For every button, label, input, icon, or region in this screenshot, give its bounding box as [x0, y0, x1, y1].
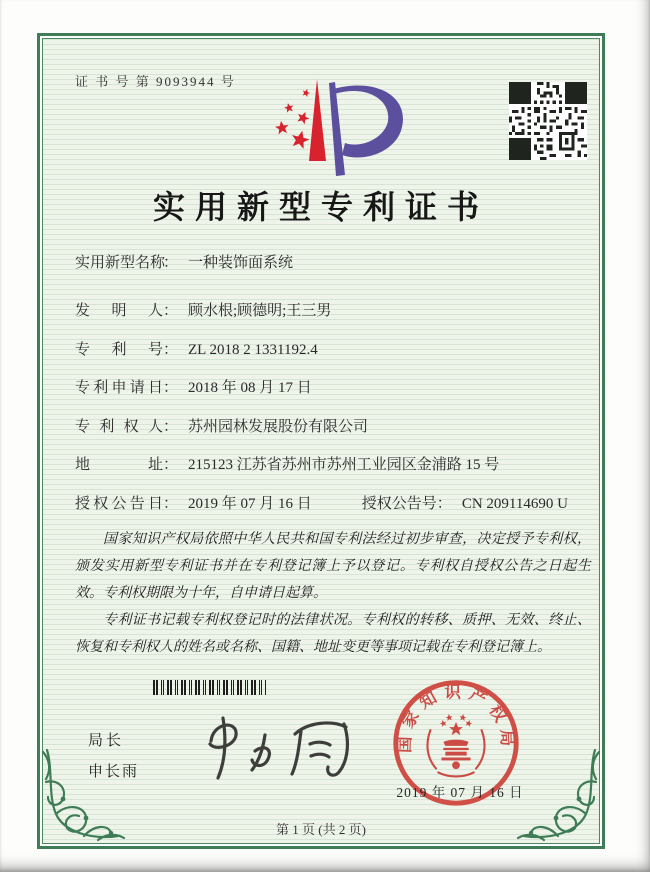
field-row-inventors: [75, 301, 583, 322]
qr-code-icon: [509, 82, 587, 160]
national-emblem-icon: [427, 714, 484, 777]
handwritten-signature-icon: [189, 711, 369, 791]
field-label: 实用新型名称: [75, 255, 166, 271]
field-value: CN 209114690 U: [461, 495, 568, 512]
barcode-icon: [153, 680, 266, 695]
field-label: 专利申请日: [75, 380, 163, 396]
field-label: 授权公告日: [75, 495, 163, 512]
field-value: 215123 江苏省苏州市苏州工业园区金浦路 15 号: [188, 457, 500, 473]
field-value: 2019 年 07 月 16 日: [188, 495, 312, 512]
field-colon: ：: [163, 380, 179, 396]
field-value: ZL 2018 2 1331192.4: [188, 341, 318, 358]
certificate-number: 证 书 号 第 9093944 号: [75, 74, 236, 89]
field-colon: ：: [163, 418, 179, 435]
signer-title: 局长: [88, 732, 125, 749]
field-row-grant: [75, 494, 583, 515]
body-paragraph: 国家知识产权局依照中华人民共和国专利法经过初步审查，决定授予专利权，颁发实用新型专利证书并在专利登记簿上予以登记。专利权自授权公告之日起生效。专利权期限为十年，自申请日起算。: [75, 532, 591, 601]
field-colon: ：: [436, 495, 452, 512]
certificate-fields: [75, 253, 583, 532]
cnipa-patent-logo-icon: [255, 75, 425, 185]
field-colon: ：: [163, 495, 179, 512]
field-colon: ：: [163, 303, 179, 319]
field-row-name: [75, 253, 583, 274]
field-label: 地址: [75, 457, 163, 473]
field-colon: ：: [163, 341, 179, 358]
seal-text: 国家知识产权局: [394, 682, 518, 754]
field-row-filing-date: [75, 378, 583, 399]
page-number: 第 1 页 (共 2 页): [276, 822, 366, 837]
field-value: 苏州园林发展股份有限公司: [188, 418, 369, 435]
certificate-title: 实用新型专利证书: [152, 189, 489, 225]
field-row-patentee: [75, 417, 583, 438]
field-row-address: [75, 455, 583, 476]
field-label: 专利权人: [75, 418, 163, 435]
field-row-patent-number: [75, 340, 583, 361]
certificate-body-text: [75, 526, 591, 661]
field-label: 专利号: [75, 341, 163, 358]
certificate-border-frame: [37, 33, 605, 849]
field-label: 发明人: [75, 303, 163, 319]
body-paragraph: 专利证书记载专利权登记时的法律状况。专利权的转移、质押、无效、终止、恢复和专利权人的姓名或名称、国籍、地址变更等事项记载在专利登记簿上。: [75, 613, 591, 655]
signer-name: 申长雨: [88, 763, 140, 780]
field-value: 顾水根;顾德明;王三男: [188, 303, 332, 319]
field-colon: ：: [163, 255, 179, 271]
field-value: 2018 年 08 月 17 日: [188, 380, 312, 396]
certificate-inner-area: [42, 38, 600, 844]
field-colon: ：: [163, 457, 179, 473]
field-value: 一种装饰面系统: [188, 255, 294, 271]
field-label: 授权公告号: [361, 495, 437, 512]
seal-date: 2019 年 07 月 16 日: [396, 785, 524, 800]
